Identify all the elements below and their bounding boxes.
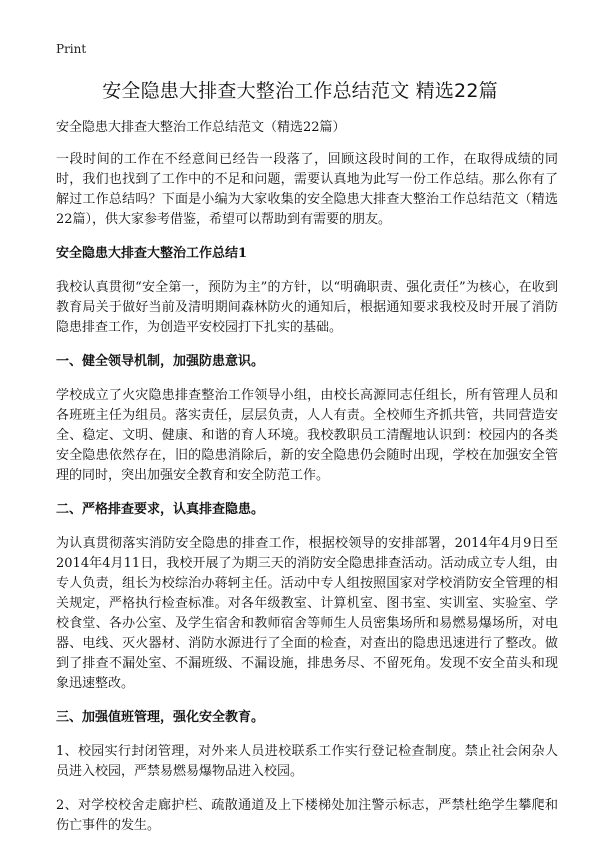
heading-2: 二、严格排查要求，认真排查隐患。 (56, 502, 265, 517)
page-title: 安全隐患大排查大整治工作总结范文 精选22篇 (102, 80, 498, 102)
print-link[interactable]: Print (56, 42, 87, 56)
section-intro-paragraph: 我校认真贯彻“安全第一，预防为主”的方针，以“明确职责、强化责任”为核心，在收到教育局关于做好当前及清明期间森林防火的通知后，根据通知要求我校及时开展了消防隐患排查工作，为创造平安校园打下扎实的基础。 (56, 280, 558, 335)
section-title: 安全隐患大排查大整治工作总结1 (56, 246, 248, 261)
article-subtitle: 安全隐患大排查大整治工作总结范文（精选22篇） (56, 120, 346, 135)
paragraph-2: 为认真贯彻落实消防安全隐患的排查工作，根据校领导的安排部署，2014年4月9日至2014年4月11日，我校开展了为期三天的消防安全隐患排查活动。活动成立专人组，由专人负责，组长为校综治办蒋轲主任。活动中专人组按照国家对学校消防安全管理的相关规定，严格执行检查标准。对各年级教室、计算机室、图书室、实训室、实验室、学校食堂、各办公室、及学生宿舍和教师宿舍等师生人员密集场所和易燃易爆场所，对电器、电线、灭火器材、消防水源进行了全面的检查，对查出的隐患迅速进行了整改。做到了排查不漏处室、不漏班级、不漏设施，排患务尽、不留死角。发现不安全苗头和现象迅速整改。 (56, 536, 558, 691)
paragraph-4: 2、对学校校舍走廊护栏、疏散通道及上下楼梯处加注警示标志，严禁杜绝学生攀爬和伤亡事件的发生。 (56, 798, 558, 833)
paragraph-1: 学校成立了火灾隐患排查整治工作领导小组，由校长高源同志任组长，所有管理人员和各班班主任为组员。落实责任，层层负责，人人有责。全校师生齐抓共管，共同营造安全、稳定、文明、健康、和谐的育人环境。我校教职员工清醒地认识到：校园内的各类安全隐患依然存在，旧的隐患消除后，新的安全隐患仍会随时出现，学校在加强安全管理的同时，突出加强安全教育和安全防范工作。 (56, 388, 558, 483)
paragraph-3: 1、校园实行封闭管理，对外来人员进校联系工作实行登记检查制度。禁止社会闲杂人员进入校园，严禁易燃易爆物品进入校园。 (56, 744, 558, 779)
article-body (56, 118, 558, 850)
heading-3: 三、加强值班管理，强化安全教育。 (56, 710, 265, 725)
intro-paragraph: 一段时间的工作在不经意间已经告一段落了，回顾这段时间的工作，在取得成绩的同时，我们也找到了工作中的不足和问题，需要认真地为此写一份工作总结。那么你有了解过工作总结吗？下面是小编为大家收集的安全隐患大排查大整治工作总结范文（精选22篇），供大家参考借鉴，希望可以帮助到有需要的朋友。 (56, 152, 558, 227)
heading-1: 一、健全领导机制，加强防患意识。 (56, 354, 265, 369)
